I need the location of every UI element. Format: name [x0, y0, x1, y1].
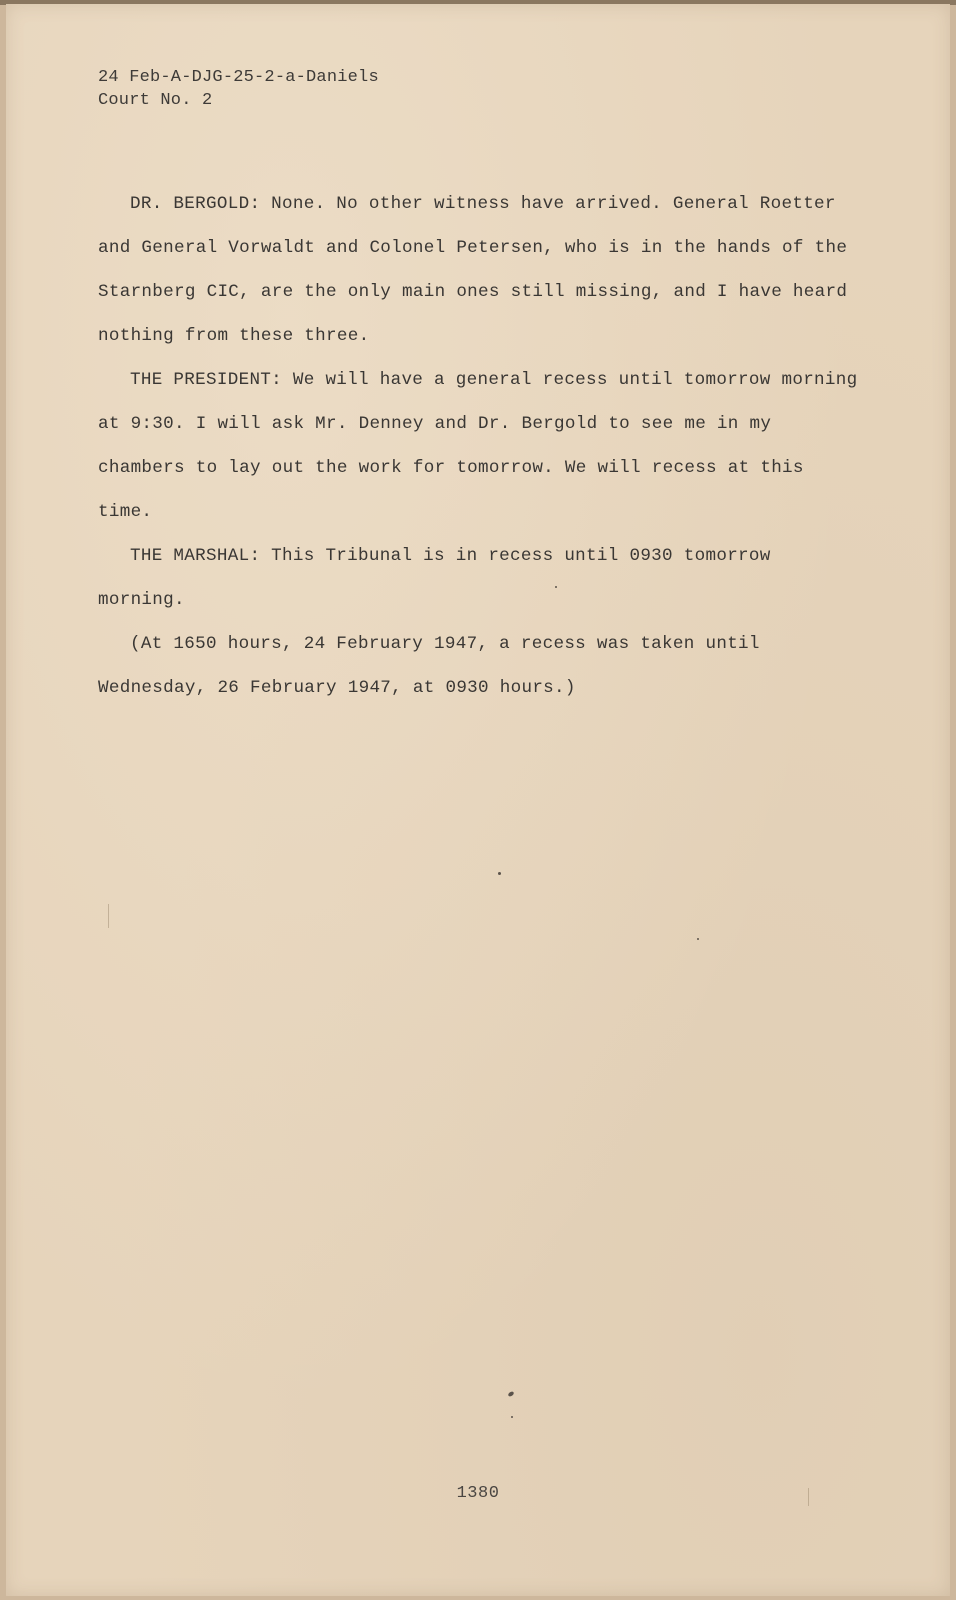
paragraph-president: THE PRESIDENT: We will have a general recess until tomorrow morning at 9:30. I will ask Mr. Denney and Dr. Bergold to see me in my chambers to lay out the work for tomorrow. We will recess at this time.: [98, 370, 858, 522]
paper-speck: [697, 938, 699, 940]
transcript-body: [98, 182, 858, 710]
paragraph-marshal: THE MARSHAL: This Tribunal is in recess until 0930 tomorrow morning.: [98, 546, 771, 610]
paper-speck: [498, 872, 501, 875]
paper-crease: [108, 904, 109, 928]
paper-speck: [555, 586, 557, 588]
paragraph-bergold: DR. BERGOLD: None. No other witness have arrived. General Roetter and General Vorwaldt and Colonel Petersen, who is in the hands of the Starnberg CIC, are the only main ones still missing, and I have heard nothing from these three.: [98, 194, 848, 346]
document-header: [98, 66, 379, 112]
header-court-line: Court No. 2: [98, 91, 213, 110]
header-reference-line: 24 Feb-A-DJG-25-2-a-Daniels: [98, 68, 379, 87]
page-number: 1380: [456, 1484, 500, 1503]
paragraph-recess-note: (At 1650 hours, 24 February 1947, a recess was taken until Wednesday, 26 February 1947, at 0930 hours.): [98, 634, 760, 698]
paper-crease: [808, 1488, 809, 1506]
paper-speck: [511, 1416, 513, 1418]
